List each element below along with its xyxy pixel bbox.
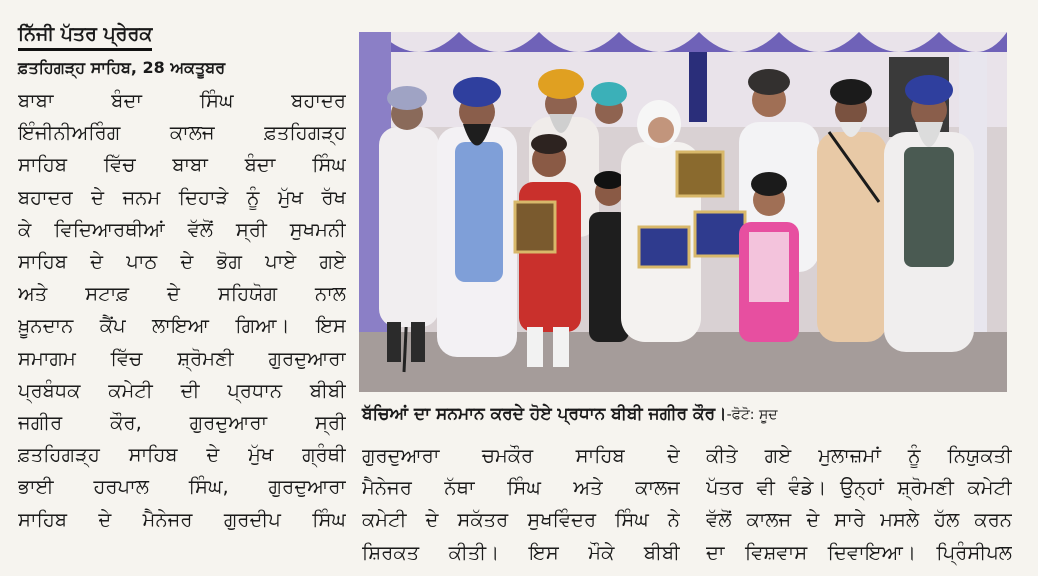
photo-credit: -ਫੋਟੋ: ਸੂਦ <box>726 407 778 423</box>
text-line: ਦਾ ਵਿਸ਼ਵਾਸ ਦਿਵਾਇਆ। ਪ੍ਰਿੰਸੀਪਲ <box>706 540 1012 564</box>
article-body <box>18 85 346 536</box>
article-column-2 <box>362 440 680 569</box>
text-line: ਪ੍ਰਬੰਧਕ ਕਮੇਟੀ ਦੀ ਪ੍ਰਧਾਨ ਬੀਬੀ <box>18 378 346 402</box>
caption-text: ਬੱਚਿਆਂ ਦਾ ਸਨਮਾਨ ਕਰਦੇ ਹੋਏ ਪ੍ਰਧਾਨ ਬੀਬੀ ਜਗੀਰ ਕੌਰ। <box>362 404 727 424</box>
text-line: ਕਮੇਟੀ ਦੇ ਸਕੱਤਰ ਸੁਖਵਿੰਦਰ ਸਿੰਘ ਨੇ <box>362 508 680 532</box>
text-line: ਸਾਹਿਬ ਦੇ ਪਾਠ ਦੇ ਭੋਗ ਪਾਏ ਗਏ <box>18 250 346 274</box>
text-line: ਗੁਰਦੁਆਰਾ ਚਮਕੌਰ ਸਾਹਿਬ ਦੇ <box>362 444 680 467</box>
text-line: ਪੱਤਰ ਵੀ ਵੰਡੇ। ਉਨ੍ਹਾਂ ਸ਼੍ਰੋਮਣੀ ਕਮੇਟੀ <box>706 476 1012 500</box>
text-line: ਸਮਾਗਮ ਵਿੱਚ ਸ਼੍ਰੋਮਣੀ ਗੁਰਦੁਆਰਾ <box>18 346 346 370</box>
text-line: ਮੈਨੇਜਰ ਨੱਥਾ ਸਿੰਘ ਅਤੇ ਕਾਲਜ <box>362 476 680 500</box>
text-line: ਇੰਜੀਨੀਅਰਿੰਗ ਕਾਲਜ ਫ਼ਤਹਿਗੜ੍ਹ <box>18 121 346 145</box>
article-column-3 <box>706 440 1012 569</box>
text-line: ਸ਼ਿਰਕਤ ਕੀਤੀ। ਇਸ ਮੌਕੇ ਬੀਬੀ <box>362 540 680 564</box>
text-line: ਸਾਹਿਬ ਦੇ ਮੈਨੇਜਰ ਗੁਰਦੀਪ ਸਿੰਘ <box>18 507 346 531</box>
text-line: ਜਗੀਰ ਕੌਰ, ਗੁਰਦੁਆਰਾ ਸ੍ਰੀ <box>18 411 346 435</box>
byline: ਨਿੱਜੀ ਪੱਤਰ ਪ੍ਰੇਰਕ <box>18 22 152 51</box>
photo-caption <box>362 402 1008 427</box>
text-line: ਕੀਤੇ ਗਏ ਮੁਲਾਜ਼ਮਾਂ ਨੂੰ ਨਿਯੁਕਤੀ <box>706 444 1012 467</box>
news-photo <box>359 32 1007 392</box>
text-line: ਸਾਹਿਬ ਵਿੱਚ ਬਾਬਾ ਬੰਦਾ ਸਿੰਘ <box>18 153 346 177</box>
text-line: ਕੇ ਵਿਦਿਆਰਥੀਆਂ ਵੱਲੋਂ ਸ੍ਰੀ ਸੁਖਮਨੀ <box>18 217 346 241</box>
article-left-column <box>18 22 346 536</box>
text-line: ਫ਼ਤਹਿਗੜ੍ਹ ਸਾਹਿਬ ਦੇ ਮੁੱਖ ਗ੍ਰੰਥੀ <box>18 443 346 467</box>
text-line: ਵੱਲੋਂ ਕਾਲਜ ਦੇ ਸਾਰੇ ਮਸਲੇ ਹੱਲ ਕਰਨ <box>706 508 1012 532</box>
text-line: ਭਾਈ ਹਰਪਾਲ ਸਿੰਘ, ਗੁਰਦੁਆਰਾ <box>18 475 346 499</box>
text-line: ਅਤੇ ਸਟਾਫ਼ ਦੇ ਸਹਿਯੋਗ ਨਾਲ <box>18 282 346 306</box>
text-line: ਬਾਬਾ ਬੰਦਾ ਸਿੰਘ ਬਹਾਦਰ <box>18 89 346 112</box>
text-line: ਖ਼ੂਨਦਾਨ ਕੈਂਪ ਲਾਇਆ ਗਿਆ। ਇਸ <box>18 314 346 338</box>
text-line: ਬਹਾਦਰ ਦੇ ਜਨਮ ਦਿਹਾੜੇ ਨੂੰ ਮੁੱਖ ਰੱਖ <box>18 185 346 209</box>
dateline: ਫ਼ਤਹਿਗੜ੍ਹ ਸਾਹਿਬ, 28 ਅਕਤੂਬਰ <box>18 58 226 77</box>
